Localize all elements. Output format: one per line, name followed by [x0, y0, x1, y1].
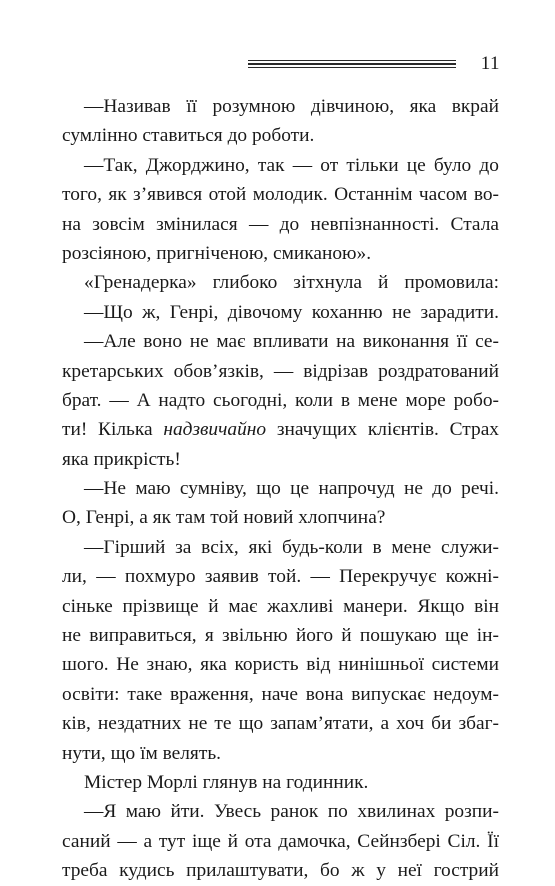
header-rule-line [248, 67, 456, 68]
text-span: ти! Кілька [62, 419, 164, 441]
text-line: кретарських обов’язків, — відрізав роздратований [62, 360, 499, 382]
text-line: на зовсім змінилася — до невпізнанності. Стала [62, 213, 499, 235]
text-line: треба кудись прилаштувати, бо ж у неї гострий [62, 860, 499, 882]
text-line: Містер Морлі глянув на годинник. [84, 771, 369, 793]
running-header [248, 52, 500, 78]
text-line: сіньке прізвище й має жахливі манери. Якщо він [62, 595, 499, 617]
text-line: —Називав її розумною дівчиною, яка вкрай [84, 96, 499, 117]
text-line: розсіяною, пригніченою, смиканою». [62, 242, 372, 264]
text-line: О, Генрі, а як там той новий хлопчина? [62, 507, 386, 529]
text-line: саний — а тут іще й ота дамочка, Сейнзбері Сіл. Її [62, 830, 499, 852]
header-rule [248, 60, 456, 70]
text-line: брат. — А надто сьогодні, коли в мене море робо- [62, 389, 499, 411]
text-line: шого. Не знаю, яка користь від нинішньої системи [62, 654, 499, 676]
text-span: значущих клієнтів. Страх [266, 419, 499, 441]
text-line: —Так, Джорджино, так — от тільки це було до [84, 154, 499, 176]
page-number: 11 [480, 53, 500, 74]
text-line: сумлінно ставиться до роботи. [62, 125, 315, 147]
text-line: того, як з’явився отой молодик. Останнім часом во- [62, 184, 499, 206]
text-line: —Але воно не має впливати на виконання її се- [84, 331, 499, 353]
text-line: яка прикрість! [62, 448, 181, 470]
text-line: «Гренадерка» глибоко зітхнула й промовила: [84, 272, 499, 294]
text-line: —Не маю сумніву, що це напрочуд не до речі. [84, 478, 499, 500]
text-line: —Я маю йти. Увесь ранок по хвилинах розпи- [84, 801, 499, 823]
text-line: —Гірший за всіх, які будь-коли в мене служи- [84, 536, 499, 558]
header-rule-line [248, 63, 456, 65]
text-line [62, 415, 499, 444]
text-line: не виправиться, я звільню його й пошукаю ще ін- [62, 625, 499, 647]
text-line: ли, — похмуро заявив той. — Перекручує кожні- [62, 566, 499, 588]
header-rule-line [248, 60, 456, 61]
text-line: —Що ж, Генрі, дівочому коханню не зарадити. [84, 301, 499, 323]
body-text [62, 92, 499, 886]
italic-emphasis: надзвичайно [163, 419, 267, 441]
text-line: нути, що їм велять. [62, 742, 222, 764]
text-line: ків, нездатних не те що запам’ятати, а хоч би збаг- [62, 713, 499, 735]
text-line: освіти: таке враження, наче вона випускає недоум- [62, 683, 499, 705]
